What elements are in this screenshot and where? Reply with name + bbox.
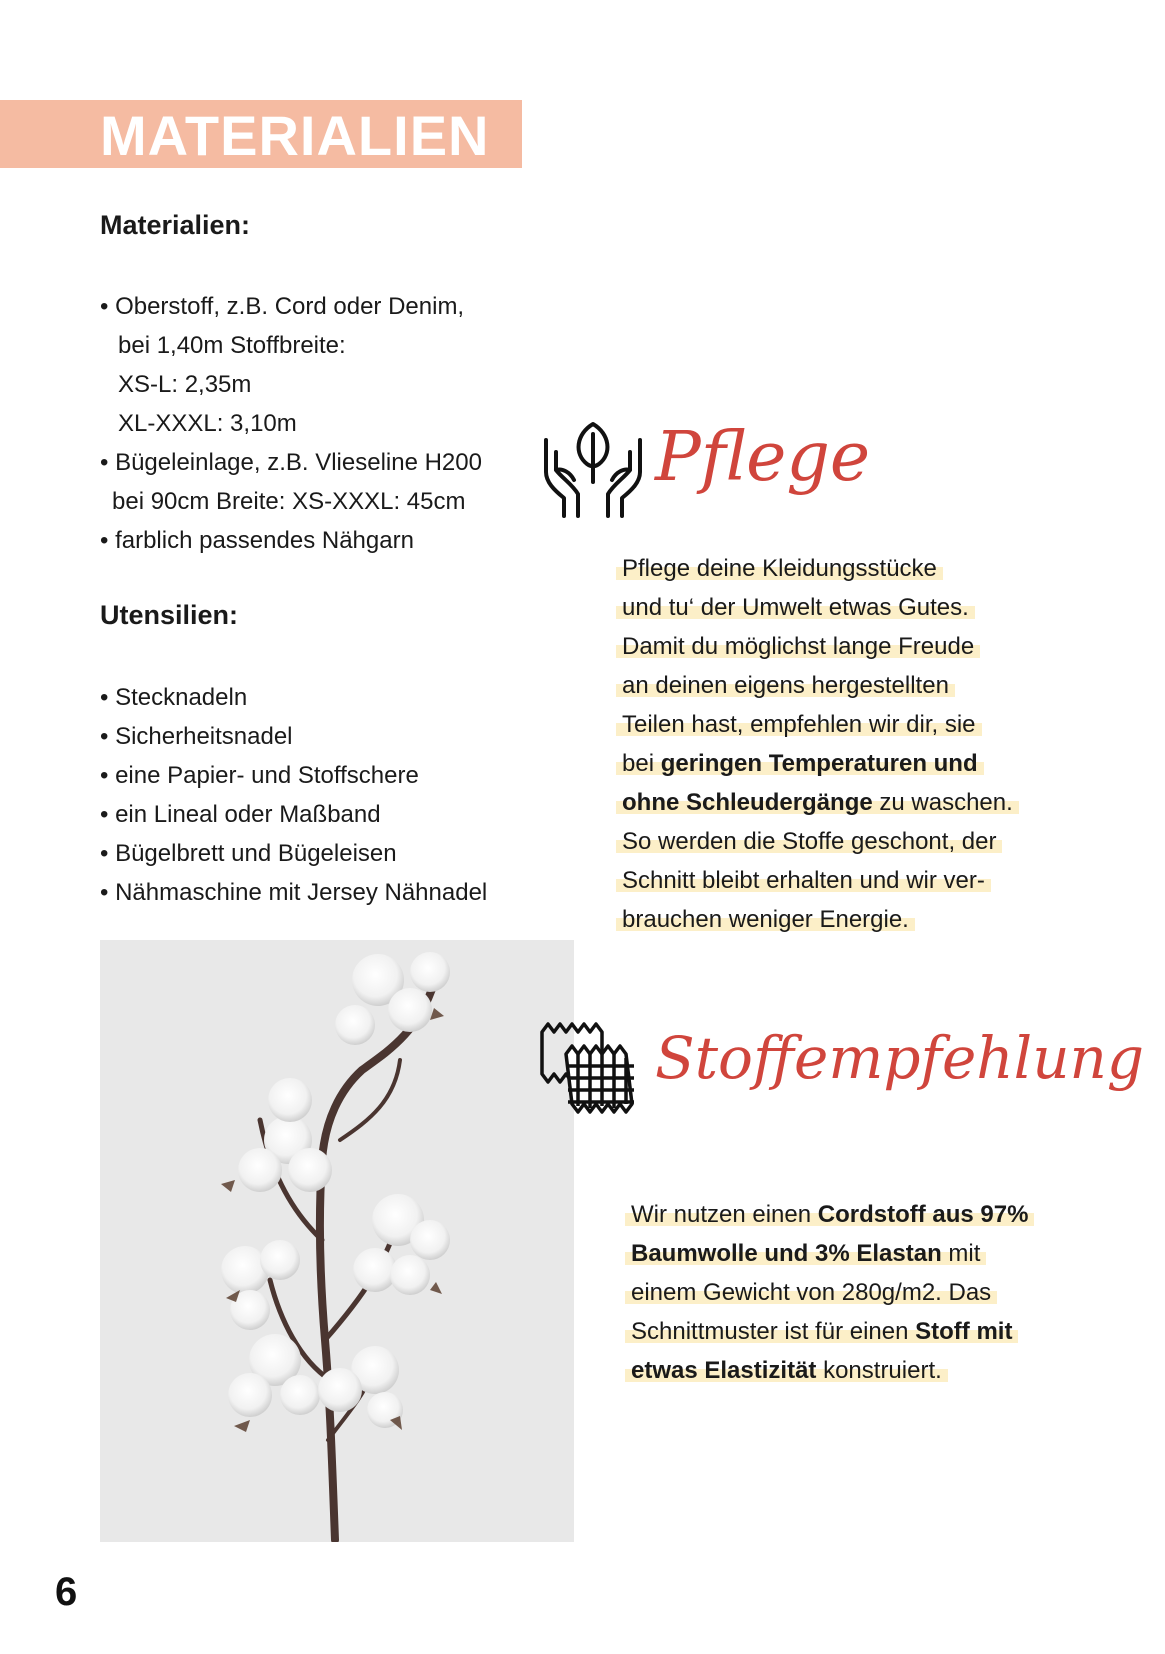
text-line (625, 1312, 1034, 1351)
text-segment: Damit du möglichst lange Freude (622, 633, 975, 660)
bold-text: ohne Schleudergänge (622, 789, 873, 816)
text-line (625, 1234, 1034, 1273)
care-text (616, 549, 1019, 939)
text-line (616, 549, 1019, 588)
bold-text: Stoff mit (915, 1318, 1013, 1345)
list-item: • Nähmaschine mit Jersey Nähnadel (100, 879, 488, 906)
text-segment: Schnittmuster ist für einen (631, 1318, 916, 1345)
fabric-title: Stoffempfehlung (655, 1024, 1145, 1092)
text-line (616, 744, 1019, 783)
list-item: • Bügeleinlage, z.B. Vlieseline H200 (100, 449, 482, 476)
fabric-grid-icon (536, 1018, 642, 1122)
text-line (616, 705, 1019, 744)
text-segment: brauchen weniger Energie. (622, 906, 909, 933)
highlighted-text (616, 750, 984, 777)
list-item: • eine Papier- und Stoffschere (100, 762, 419, 789)
highlighted-text (625, 1240, 986, 1267)
text-segment: So werden die Stoffe geschont, der (622, 828, 997, 855)
list-item: bei 1,40m Stoffbreite: (118, 332, 346, 359)
text-segment: zu waschen. (872, 789, 1013, 816)
text-line (616, 822, 1019, 861)
text-segment: Pflege deine Kleidungsstücke (622, 555, 937, 582)
list-item: • farblich passendes Nähgarn (100, 527, 414, 554)
materials-list (100, 287, 482, 560)
highlighted-text (616, 555, 943, 582)
fabric-text (625, 1195, 1034, 1390)
care-title: Pflege (655, 418, 871, 497)
highlighted-text (625, 1279, 997, 1306)
text-segment: mit (941, 1240, 981, 1267)
highlighted-text (616, 789, 1019, 816)
highlighted-text (616, 867, 991, 894)
utensils-list (100, 678, 487, 912)
text-line (625, 1273, 1034, 1312)
bold-text: Baumwolle und 3% Elastan (631, 1240, 942, 1267)
text-line (616, 666, 1019, 705)
bold-text: geringen Temperaturen und (660, 750, 978, 777)
text-segment: Schnitt bleibt erhalten und wir ver- (622, 867, 985, 894)
highlighted-text (625, 1357, 948, 1384)
highlighted-text (616, 828, 1002, 855)
text-segment: bei (622, 750, 661, 777)
bold-text: etwas Elastizität (631, 1357, 817, 1384)
text-segment: Wir nutzen einen (631, 1201, 818, 1228)
page-number: 6 (55, 1570, 78, 1614)
highlighted-text (625, 1318, 1018, 1345)
text-segment: an deinen eigens hergestellten (622, 672, 949, 699)
bold-text: Cordstoff aus 97% (817, 1201, 1029, 1228)
hands-leaf-icon (542, 420, 644, 520)
list-item: • Oberstoff, z.B. Cord oder Denim, (100, 293, 465, 320)
list-item: XL-XXXL: 3,10m (118, 410, 297, 437)
highlighted-text (616, 633, 980, 660)
text-line (616, 861, 1019, 900)
highlighted-text (625, 1201, 1034, 1228)
cotton-branch-photo (100, 940, 574, 1542)
list-item: • Stecknadeln (100, 684, 248, 711)
materials-heading: Materialien: (100, 210, 251, 240)
text-segment: einem Gewicht von 280g/m2. Das (631, 1279, 992, 1306)
text-line (616, 783, 1019, 822)
text-line (616, 627, 1019, 666)
cotton-branch-illustration (100, 940, 574, 1542)
text-line (625, 1351, 1034, 1390)
page-title: MATERIALIEN (100, 104, 490, 167)
list-item: bei 90cm Breite: XS-XXXL: 45cm (112, 488, 466, 515)
text-segment: und tu‘ der Umwelt etwas Gutes. (622, 594, 969, 621)
text-line (616, 900, 1019, 939)
text-line (625, 1195, 1034, 1234)
list-item: • Bügelbrett und Bügeleisen (100, 840, 397, 867)
text-segment: Teilen hast, empfehlen wir dir, sie (622, 711, 976, 738)
highlighted-text (616, 672, 955, 699)
list-item: • Sicherheitsnadel (100, 723, 293, 750)
highlighted-text (616, 594, 975, 621)
list-item: XS-L: 2,35m (118, 371, 252, 398)
highlighted-text (616, 906, 915, 933)
text-line (616, 588, 1019, 627)
highlighted-text (616, 711, 982, 738)
text-segment: konstruiert. (816, 1357, 942, 1384)
list-item: • ein Lineal oder Maßband (100, 801, 381, 828)
utensils-heading: Utensilien: (100, 600, 239, 630)
